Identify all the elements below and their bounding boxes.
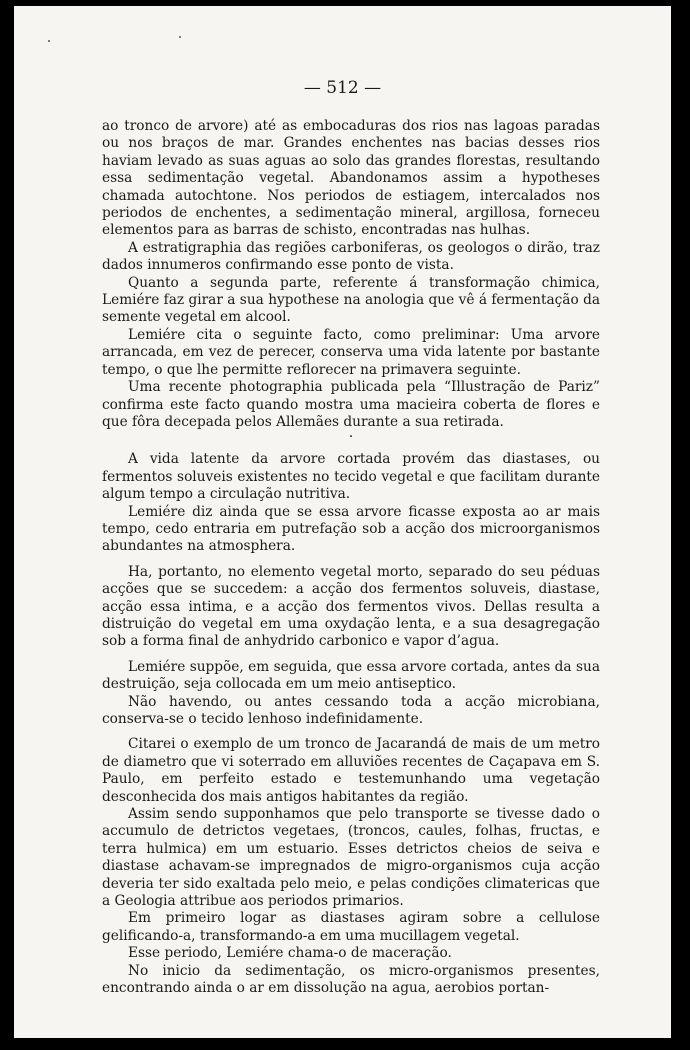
section-dot: ·	[348, 429, 354, 446]
paper-speck	[48, 40, 50, 42]
paragraph: Esse periodo, Lemiére chama-o de maceração.	[128, 945, 452, 962]
paragraph: Quanto a segunda parte, referente á transformação chimica, Lemiére faz girar a sua hypothese na anologia que vê á fermentação da semente vegetal em alcool.	[102, 274, 600, 326]
paragraph: Não havendo, ou antes cessando toda a acção microbiana, conserva-se o tecido lenhoso indefinidamente.	[102, 693, 600, 727]
paragraph: No inicio da sedimentação, os micro-organismos presentes, encontrando ainda o ar em dissolução na agua, aerobios portan-	[102, 962, 600, 997]
paragraph: A estratigraphia das regiões carboniferas, os geologos o dirão, traz dados innumeros confirmando esse ponto de vista.	[102, 239, 600, 274]
paragraph: Ha, portanto, no elemento vegetal morto, separado do seu péduas acções que se succedem: a acção dos fermentos soluveis, diastase, acção essa intima, e a acção dos fermentos vivos. Dellas resulta a distruição do vegetal em uma oxydação lenta, e a sua desagregação sob a forma final de anhydrido carbonico e vapor d’agua.	[102, 563, 600, 650]
paragraph: A vida latente da arvore cortada provém das diastases, ou fermentos soluveis existentes no tecido vegetal e que facilitam durante algum tempo a circulação nutritiva.	[102, 451, 600, 503]
paragraph: Em primeiro logar as diastases agiram sobre a cellulose gelificando-a, transformando-a em uma mucillagem vegetal.	[102, 910, 600, 944]
paragraph: Uma recente photographia publicada pela “Illustração de Pariz” confirma este facto quando mostra uma macieira coberta de flores e que fôra decepada pelos Allemães durante a sua retirada.	[102, 379, 600, 430]
book-page	[14, 6, 671, 1038]
paragraph: Assim sendo supponhamos que pelo transporte se tivesse dado o accumulo de detrictos vegetaes, (troncos, caules, folhas, fructas, e terra hulmica) em um estuario. Esses detrictos cheios de seiva e diastase achavam-se impregnados de migro-organismos cuja acção deveria ter sido exaltada pelo meio, e pelas condições climatericas que a Geologia attribue aos periodos primarios.	[102, 806, 600, 910]
paragraph: Lemiére diz ainda que se essa arvore ficasse exposta ao ar mais tempo, cedo entraria em putrefação sob a acção dos microorganismos abundantes na atmosphera.	[102, 503, 600, 555]
paper-speck	[179, 36, 181, 38]
paragraph: Lemiére suppõe, em seguida, que essa arvore cortada, antes da sua destruição, seja collocada em um meio antiseptico.	[102, 658, 600, 693]
page-number: — 512 —	[303, 78, 382, 98]
paragraph: Lemiére cita o seguinte facto, como preliminar: Uma arvore arrancada, em vez de perecer, conserva uma vida latente por bastante tempo, o que lhe permitte reflorecer na primavera seguinte.	[102, 326, 600, 378]
page-body	[102, 118, 600, 998]
paragraph: Citarei o exemplo de um tronco de Jacarandá de mais de um metro de diametro que vi soterrado em alluviões recentes de Caçapava em S. Paulo, em perfeito estado e testemunhando uma vegetação desconhecida dos mais antigos habitantes da região.	[102, 736, 600, 805]
paragraph: ao tronco de arvore) até as embocaduras dos rios nas lagoas paradas ou nos braços de mar. Grandes enchentes nas bacias desses rios haviam levado as suas aguas ao solo das grandes florestas, resultando essa sedimentação vegetal. Abandonamos assim a hypotheses chamada autochtone. Nos periodos de estiagem, intercalados nos periodos de enchentes, a sedimentação mineral, argillosa, forneceu elementos para as barras de schisto, encontradas nas hulhas.	[102, 118, 600, 239]
